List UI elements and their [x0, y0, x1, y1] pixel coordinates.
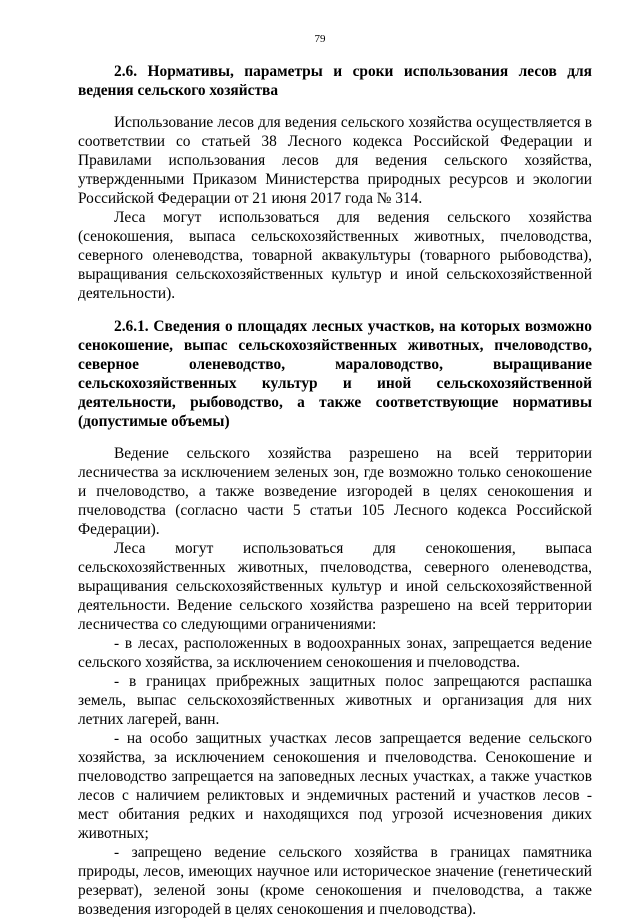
- list-item: - на особо защитных участках лесов запрещается ведение сельского хозяйства, за исключением сенокошения и пчеловодства. Сенокошение и пчеловодство запрещается на заповедных лесных участках, а также участков лесов с наличием реликтовых и эндемичных растений и участков лесов - мест обитания редких и находящихся под угрозой исчезновения диких животных;: [78, 730, 592, 842]
- paragraph: Леса могут использоваться для ведения сельского хозяйства (сенокошения, выпаса сельскохозяйственных животных, пчеловодства, северного оленеводства, товарной аквакультуры (товарного рыбоводства), выращивания сельскохозяйственных культур и иной сельскохозяйственной деятельности).: [78, 209, 592, 302]
- list-item: - в границах прибрежных защитных полос запрещаются распашка земель, выпас сельскохозяйственных животных и организация для них летних лагерей, ванн.: [78, 673, 592, 728]
- document-body: [78, 62, 592, 919]
- subsection-heading: 2.6.1. Сведения о площадях лесных участков, на которых возможно сенокошение, выпас сельскохозяйственных животных, пчеловодство, северное оленеводство, мараловодство, выращивание сельскохозяйственных культур и иной сельскохозяйственной деятельности, рыбоводство, а также соответствующие нормативы (допустимые объемы): [78, 318, 592, 430]
- section-heading: 2.6. Нормативы, параметры и сроки использования лесов для ведения сельского хозяйства: [78, 63, 592, 99]
- list-item: - запрещено ведение сельского хозяйства в границах памятника природы, лесов, имеющих научное или историческое значение (генетический резерват), зеленой зоны (кроме сенокошения и пчеловодства, а также возведения изгородей в целях сенокошения и пчеловодства).: [78, 844, 592, 918]
- paragraph: Леса могут использоваться для сенокошения, выпаса сельскохозяйственных животных, пчеловодства, северного оленеводства, выращивания сельскохозяйственных культур и иной сельскохозяйственной деятельности. Ведение сельского хозяйства разрешено на всей территории лесничества со следующими ограничениями:: [78, 540, 592, 633]
- paragraph: Использование лесов для ведения сельского хозяйства осуществляется в соответствии со статьей 38 Лесного кодекса Российской Федерации и Правилами использования лесов для ведения сельского хозяйства, утвержденными Приказом Министерства природных ресурсов и экологии Российской Федерации от 21 июня 2017 года № 314.: [78, 114, 592, 207]
- list-item: - в лесах, расположенных в водоохранных зонах, запрещается ведение сельского хозяйства, за исключением сенокошения и пчеловодства.: [78, 635, 592, 671]
- page-number: 79: [314, 33, 326, 45]
- paragraph: Ведение сельского хозяйства разрешено на всей территории лесничества за исключением зеленых зон, где возможно только сенокошение и пчеловодство, а также возведение изгородей в целях сенокошения и пчеловодства (согласно части 5 статьи 105 Лесного кодекса Российской Федерации).: [78, 445, 592, 538]
